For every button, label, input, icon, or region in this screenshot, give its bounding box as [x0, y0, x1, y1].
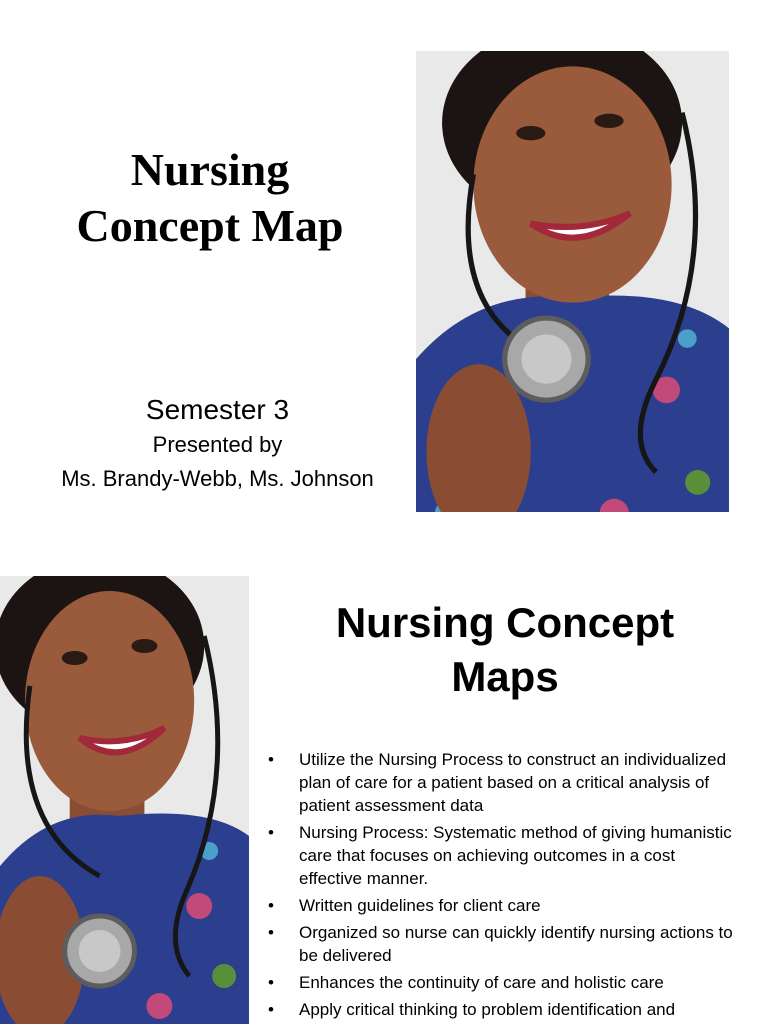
slide-1-title-line-1: Nursing — [130, 144, 290, 195]
bullet-icon: • — [268, 973, 274, 992]
bullet-list — [268, 748, 738, 1024]
slide-2-title-line-2: Maps — [451, 653, 559, 700]
semester-label: Semester 3 — [145, 394, 290, 425]
slide-1-subtitle — [20, 392, 415, 496]
bullet-item: • Written guidelines for client care — [268, 896, 541, 915]
presented-by-label: Presented by — [152, 432, 283, 457]
bullet-icon: • — [268, 923, 274, 942]
bullet-item: • Enhances the continuity of care and holistic care — [268, 973, 664, 992]
presenters-label: Ms. Brandy-Webb, Ms. Johnson — [61, 466, 374, 491]
bullet-item: • Apply critical thinking to problem identification and — [268, 1000, 676, 1019]
slide-1-title — [30, 142, 390, 254]
bullet-item: • Utilize the Nursing Process to construct an individualized plan of care for a patient based on a critical analysis of patient assessment data — [268, 750, 727, 815]
slide-1-title-line-2: Concept Map — [76, 200, 344, 251]
bullet-icon: • — [268, 896, 274, 915]
nurse-photo-icon — [0, 576, 249, 1024]
bullet-item: • Organized so nurse can quickly identify nursing actions to be delivered — [268, 923, 733, 965]
nurse-photo-icon — [416, 51, 729, 512]
bullet-icon: • — [268, 1000, 274, 1019]
bullet-item: • Nursing Process: Systematic method of giving humanistic care that focuses on achieving outcomes in a cost effective manner. — [268, 823, 732, 888]
bullet-icon: • — [268, 750, 274, 769]
slide-2-title — [290, 596, 720, 704]
slide-2 — [0, 512, 768, 1024]
slide-2-title-line-1: Nursing Concept — [335, 599, 675, 646]
bullet-icon: • — [268, 823, 274, 842]
